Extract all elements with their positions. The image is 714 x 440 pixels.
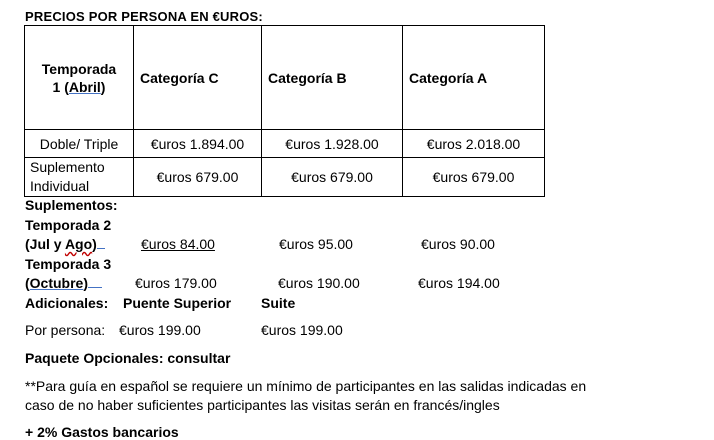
price-table bbox=[24, 25, 545, 197]
por-persona-label: Por persona: bbox=[25, 322, 106, 338]
season-header-line2: 1 (Abril) bbox=[52, 78, 106, 95]
table-row bbox=[25, 130, 545, 158]
temporada-3-price-a: €uros 194.00 bbox=[418, 275, 500, 291]
page-title: PRECIOS POR PERSONA EN €UROS: bbox=[25, 9, 263, 24]
category-c-header: Categoría C bbox=[134, 26, 262, 130]
suite-label: Suite bbox=[261, 295, 296, 311]
table-row bbox=[25, 158, 545, 197]
temporada-2-label: Temporada 2 bbox=[25, 217, 112, 233]
temporada-2-months: (Jul y Ago) bbox=[25, 236, 105, 252]
temporada-2-price-c: €uros 84.00 bbox=[141, 236, 215, 252]
price-cell: €uros 679.00 bbox=[134, 158, 262, 197]
price-cell: €uros 2.018.00 bbox=[403, 130, 545, 158]
temporada-2-price-a: €uros 90.00 bbox=[421, 236, 495, 252]
suite-price: €uros 199.00 bbox=[261, 322, 343, 338]
gastos-bancarios: + 2% Gastos bancarios bbox=[25, 424, 179, 440]
suplementos-heading: Suplementos: bbox=[25, 197, 118, 213]
paquete-opcionales: Paquete Opcionales: consultar bbox=[25, 350, 231, 366]
season-header-line1: Temporada bbox=[41, 60, 117, 77]
temporada-3-months: (Octubre) bbox=[25, 275, 102, 291]
table-header-row bbox=[25, 26, 545, 130]
note-line-1: **Para guía en español se requiere un mínimo de participantes en las salidas indicadas en bbox=[25, 378, 587, 394]
season-header-cell bbox=[25, 26, 134, 130]
temporada-3-price-b: €uros 190.00 bbox=[278, 275, 360, 291]
price-cell: €uros 679.00 bbox=[403, 158, 545, 197]
temporada-3-price-c: €uros 179.00 bbox=[135, 275, 217, 291]
category-b-header: Categoría B bbox=[262, 26, 403, 130]
note-line-2: caso de no haber suficientes participantes las visitas serán en francés/ingles bbox=[25, 397, 500, 413]
adicionales-heading: Adicionales: bbox=[25, 295, 109, 311]
row-label: Suplemento Individual bbox=[25, 158, 134, 197]
price-cell: €uros 1.928.00 bbox=[262, 130, 403, 158]
temporada-3-label: Temporada 3 bbox=[25, 256, 112, 272]
puente-superior-label: Puente Superior bbox=[123, 295, 232, 311]
category-a-header: Categoría A bbox=[403, 26, 545, 130]
price-cell: €uros 679.00 bbox=[262, 158, 403, 197]
row-label: Doble/ Triple bbox=[25, 130, 134, 158]
temporada-2-price-b: €uros 95.00 bbox=[279, 236, 353, 252]
price-cell: €uros 1.894.00 bbox=[134, 130, 262, 158]
puente-superior-price: €uros 199.00 bbox=[119, 322, 201, 338]
